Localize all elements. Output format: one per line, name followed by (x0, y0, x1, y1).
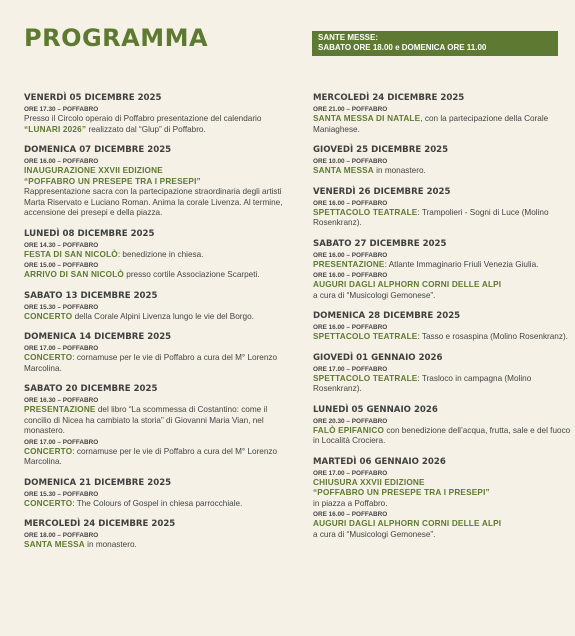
event-heading: AUGURI DAGLI ALPHORN CORNI DELLE ALPI (313, 519, 502, 528)
program-event (313, 144, 571, 177)
event-date: DOMENICA 07 DICEMBRE 2025 (24, 145, 172, 155)
event-time: ORE 16.00 – POFFABRO (313, 199, 388, 207)
event-description: , con la partecipazione della Corale Maniaghese. (313, 114, 549, 134)
event-item (313, 469, 571, 510)
event-date: DOMENICA 14 DICEMBRE 2025 (24, 332, 172, 342)
event-date: GIOVEDÌ 25 DICEMBRE 2025 (313, 145, 449, 155)
event-time: ORE 21.00 – POFFABRO (313, 106, 388, 113)
program-event (313, 404, 571, 447)
event-time: ORE 16.00 – POFFABRO (313, 272, 388, 279)
event-description: in monastero. (84, 540, 137, 549)
program-event (24, 518, 284, 551)
event-description: in monastero. (373, 166, 426, 175)
event-time: ORE 17.30 – POFFABRO (24, 106, 99, 113)
event-date: LUNEDÌ 05 GENNAIO 2026 (313, 404, 438, 415)
event-time: ORE 10.00 – POFFABRO (313, 158, 388, 165)
program-event (24, 383, 284, 468)
event-item (24, 157, 284, 219)
event-date: SABATO 13 DICEMBRE 2025 (24, 290, 158, 301)
program-event (313, 92, 571, 135)
event-description: del libro “La scommessa di Costantino: come il concilio di Nicea ha cambiato la storia” di Giovanni Maria Vian, nel monastero. (24, 405, 268, 435)
event-description: realizzato dal “Glup” di Poffabro. (86, 124, 206, 134)
event-description: : Atlante Immaginario Friuli Venezia Giulia. (384, 259, 539, 269)
event-date: DOMENICA 21 DICEMBRE 2025 (24, 477, 172, 488)
event-description: in piazza a Poffabro. (313, 498, 388, 508)
program-event (313, 456, 571, 541)
event-description: : Trampolieri - Sogni di Luce (Molino Rosenkranz). (313, 207, 549, 227)
event-description: a cura di “Musicologi Gemonese”. (313, 290, 436, 300)
event-heading: PRESENTAZIONE (313, 259, 385, 269)
event-heading: SANTA MESSA DI NATALE (313, 114, 421, 123)
program-event (24, 228, 284, 281)
event-heading: AUGURI DAGLI ALPHORN CORNI DELLE ALPI (313, 280, 502, 289)
event-time: ORE 16.30 – POFFABRO (24, 397, 99, 404)
event-time: ORE 15.30 – POFFABRO (24, 303, 99, 311)
event-time: ORE 17.00 – POFFABRO (24, 438, 99, 446)
program-event (313, 352, 571, 395)
program-event (24, 92, 284, 135)
event-time: ORE 16.00 – POFFABRO (313, 251, 388, 259)
event-item (313, 157, 571, 177)
event-heading: SANTA MESSA (24, 540, 85, 549)
event-time: ORE 17.00 – POFFABRO (24, 345, 99, 352)
event-description: della Corale Alpini Livenza lungo le vie del Borgo. (72, 311, 254, 321)
program-event (24, 331, 284, 374)
event-heading: ARRIVO DI SAN NICOLÒ (24, 270, 124, 279)
event-item (313, 199, 571, 229)
event-time: ORE 16.00 – POFFABRO (313, 324, 388, 331)
event-heading: PRESENTAZIONE (24, 405, 96, 414)
event-date: VENERDÌ 05 DICEMBRE 2025 (24, 93, 162, 103)
event-date: SABATO 20 DICEMBRE 2025 (24, 384, 158, 394)
program-event (24, 290, 284, 323)
event-item (24, 531, 284, 551)
event-item (313, 510, 571, 540)
event-time: ORE 16.00 – POFFABRO (24, 158, 99, 165)
event-heading: SANTA MESSA (313, 166, 374, 175)
event-time: ORE 15.00 – POFFABRO (24, 262, 99, 269)
event-date: MERCOLEDÌ 24 DICEMBRE 2025 (313, 93, 465, 103)
program-event (313, 186, 571, 229)
event-description: : cornamuse per le vie di Poffabro a cura del M° Lorenzo Marcolina. (24, 446, 278, 466)
event-heading: FALÒ EPIFANICO (313, 425, 385, 435)
event-item (24, 344, 284, 374)
event-heading: SPETTACOLO TEATRALE (313, 207, 418, 217)
event-date: GIOVEDÌ 01 GENNAIO 2026 (313, 352, 443, 363)
event-item (24, 105, 284, 135)
masses-line-2: SABATO ORE 18.00 e DOMENICA ORE 11.00 (318, 43, 487, 52)
event-description: presso cortile Associazione Scarpeti. (123, 270, 260, 279)
event-time: ORE 14.30 – POFFABRO (24, 241, 99, 249)
program-event (24, 477, 284, 510)
event-description: : The Colours of Gospel in chiesa parrocchiale. (72, 498, 243, 508)
event-item (24, 396, 284, 437)
event-item (313, 365, 571, 395)
event-item (24, 241, 284, 261)
program-column-left (24, 92, 284, 560)
program-event (313, 238, 571, 302)
event-heading: CONCERTO (24, 353, 73, 362)
event-time: ORE 17.00 – POFFABRO (313, 365, 388, 373)
event-date: MERCOLEDÌ 24 DICEMBRE 2025 (24, 519, 176, 529)
event-description: Rappresentazione sacra con la partecipazione straordinaria degli artisti Marta Riservato e Luciano Roman. Anima la corale Livenza. Al termine, accensione dei presepi e della piazza. (24, 187, 283, 217)
event-heading: CONCERTO (24, 311, 73, 321)
event-time: ORE 15.30 – POFFABRO (24, 490, 99, 498)
event-heading: SPETTACOLO TEATRALE (313, 373, 418, 383)
event-item (313, 417, 571, 447)
masses-banner (312, 31, 558, 56)
event-date: LUNEDÌ 08 DICEMBRE 2025 (24, 228, 155, 239)
program-event (24, 144, 284, 219)
event-heading-sub: “POFFABRO UN PRESEPE TRA I PRESEPI” (24, 176, 201, 186)
event-description: : benedizione in chiesa. (117, 249, 204, 259)
event-heading: “LUNARI 2026” (24, 124, 87, 134)
event-date: VENERDÌ 26 DICEMBRE 2025 (313, 186, 451, 197)
event-time: ORE 18.00 – POFFABRO (24, 532, 99, 539)
event-item (24, 261, 284, 281)
event-time: ORE 20.30 – POFFABRO (313, 417, 388, 425)
event-item (313, 323, 571, 343)
event-description: : Trasloco in campagna (Molino Rosenkranz). (313, 373, 532, 393)
event-heading: INAUGURAZIONE XXVII EDIZIONE (24, 166, 163, 175)
page-title: PROGRAMMA (24, 24, 209, 52)
event-heading: FESTA DI SAN NICOLÒ (24, 249, 118, 259)
program-column-right (313, 92, 571, 549)
masses-line-1: SANTE MESSE: (318, 33, 379, 42)
event-heading: CONCERTO (24, 498, 73, 508)
event-description: a cura di “Musicologi Gemonese”. (313, 529, 436, 539)
event-heading: CONCERTO (24, 446, 73, 456)
event-date: SABATO 27 DICEMBRE 2025 (313, 238, 447, 249)
event-item (24, 438, 284, 468)
program-event (313, 310, 571, 343)
event-item (24, 490, 284, 510)
event-item (313, 251, 571, 271)
event-description: : Tasso e rosaspina (Molino Rosenkranz). (417, 332, 568, 341)
event-date: MARTEDÌ 06 GENNAIO 2026 (313, 456, 446, 467)
event-description: : cornamuse per le vie di Poffabro a cura del M° Lorenzo Marcolina. (24, 353, 278, 373)
event-description: Presso il Circolo operaio di Poffabro presentazione del calendario (24, 114, 262, 123)
event-time: ORE 16.00 – POFFABRO (313, 511, 388, 518)
event-item (24, 303, 284, 323)
event-item (313, 271, 571, 301)
event-description: con benedizione dell’acqua, frutta, sale e del fuoco in Località Crociera. (313, 425, 571, 445)
event-heading-sub: “POFFABRO UN PRESEPE TRA I PRESEPI” (313, 488, 490, 497)
event-item (313, 105, 571, 135)
event-heading: CHIUSURA XXVII EDIZIONE (313, 477, 425, 487)
event-date: DOMENICA 28 DICEMBRE 2025 (313, 311, 461, 321)
event-heading: SPETTACOLO TEATRALE (313, 332, 418, 341)
event-time: ORE 17.00 – POFFABRO (313, 469, 388, 477)
